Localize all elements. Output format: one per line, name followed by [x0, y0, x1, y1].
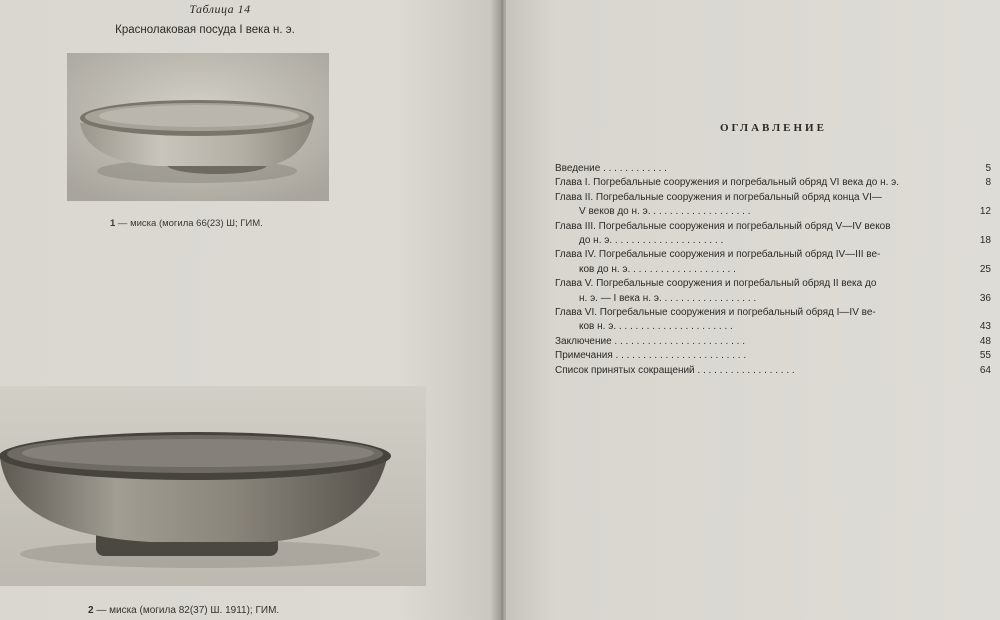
toc-page-number: 43	[979, 321, 991, 333]
toc-page-number: 64	[979, 364, 991, 376]
toc-entry-line: Глава III. Погребальные сооружения и погребальный обряд V—IV веков	[555, 220, 891, 232]
toc-entry-chapter-6	[555, 306, 991, 335]
table-of-contents	[555, 162, 991, 378]
toc-entry-line: V веков до н. э. . . . . . . . . . . . . . . . . . .	[579, 206, 751, 218]
figure-2-number: 2	[88, 605, 94, 616]
toc-entry-line: Глава VI. Погребальные сооружения и погребальный обряд I—IV ве-	[555, 307, 876, 319]
toc-page-number: 48	[979, 335, 991, 347]
bowl-photo-2	[0, 386, 426, 586]
toc-entry-line: Введение . . . . . . . . . . . .	[555, 163, 667, 174]
toc-entry-chapter-2	[555, 191, 991, 220]
toc-page-number: 36	[979, 292, 991, 304]
toc-page-number: 18	[979, 235, 991, 247]
figure-2-caption-text: — миска (могила 82(37) Ш. 1911); ГИМ.	[93, 605, 280, 616]
toc-entry-line: до н. э. . . . . . . . . . . . . . . . . . . . .	[579, 235, 724, 247]
toc-page-number: 12	[979, 206, 991, 218]
toc-heading: ОГЛАВЛЕНИЕ	[720, 122, 827, 134]
toc-page-number: 55	[979, 350, 991, 362]
table-title: Краснолаковая посуда I века н. э.	[115, 24, 295, 36]
toc-entry-chapter-5	[555, 277, 991, 306]
toc-page-number: 8	[985, 177, 991, 189]
toc-entry-line: н. э. — I века н. э. . . . . . . . . . . . . . . . . .	[579, 292, 757, 304]
toc-entry-line: Глава IV. Погребальные сооружения и погребальный обряд IV—III ве-	[555, 249, 881, 261]
toc-entry-line: ков до н. э. . . . . . . . . . . . . . . . . . . .	[579, 263, 736, 275]
toc-page-number: 25	[979, 263, 991, 275]
left-page	[0, 0, 498, 620]
toc-page-number: 5	[985, 163, 991, 174]
table-number: Таблица 14	[189, 2, 251, 16]
figure-2-caption	[88, 605, 279, 616]
toc-entry-conclusion	[555, 335, 991, 349]
toc-entry-line: ков н. э. . . . . . . . . . . . . . . . . . . . . .	[579, 321, 733, 333]
toc-entry-chapter-1	[555, 176, 991, 190]
toc-entry-abbreviations	[555, 364, 991, 378]
toc-entry-line: Глава II. Погребальные сооружения и погребальный обряд конца VI—	[555, 191, 882, 203]
bowl-photo-1	[67, 53, 329, 201]
toc-entry-notes	[555, 349, 991, 363]
toc-entry-line: Глава V. Погребальные сооружения и погребальный обряд II века до	[555, 278, 877, 290]
toc-entry-chapter-4	[555, 248, 991, 277]
figure-1-number: 1	[110, 218, 116, 229]
toc-entry-line: Список принятых сокращений . . . . . . . . . . . . . . . . . .	[555, 364, 795, 376]
toc-entry-line: Примечания . . . . . . . . . . . . . . . . . . . . . . . .	[555, 350, 747, 362]
figure-1-caption	[110, 218, 263, 229]
toc-entry-chapter-3	[555, 220, 991, 249]
figure-1-caption-text: — миска (могила 66(23) Ш; ГИМ.	[115, 218, 263, 229]
toc-entry-introduction	[555, 162, 991, 176]
toc-entry-line: Глава I. Погребальные сооружения и погребальный обряд VI века до н. э.	[555, 177, 900, 189]
toc-entry-line: Заключение . . . . . . . . . . . . . . . . . . . . . . . .	[555, 335, 746, 347]
